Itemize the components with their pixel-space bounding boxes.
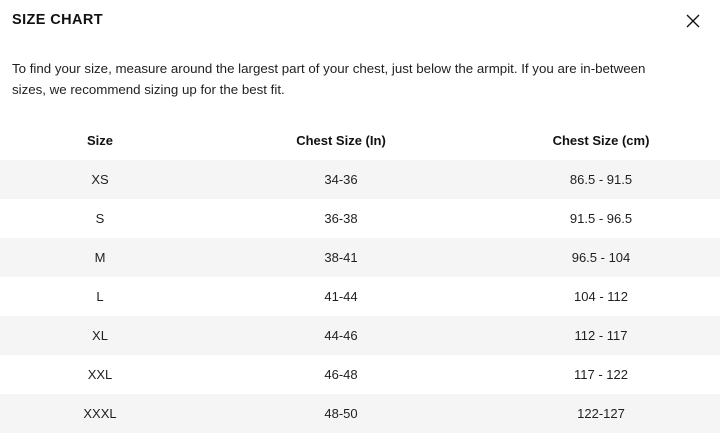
table-row [0,160,720,199]
table-row [0,238,720,277]
table-row [0,199,720,238]
column-header-size: Size [0,123,200,160]
cell-size: S [0,199,200,238]
cell-chest-cm: 86.5 - 91.5 [482,160,720,199]
table-head [0,123,720,160]
table-header-row [0,123,720,160]
cell-chest-in: 34-36 [200,160,482,199]
table-row [0,316,720,355]
cell-chest-cm: 91.5 - 96.5 [482,199,720,238]
cell-chest-in: 38-41 [200,238,482,277]
intro-text: To find your size, measure around the largest part of your chest, just below the armpit. If you are in-between sizes, we recommend sizing up for the best fit. [12,61,646,97]
close-glyph [686,14,700,28]
cell-size: L [0,277,200,316]
cell-chest-cm: 104 - 112 [482,277,720,316]
table-row [0,394,720,433]
table-row [0,277,720,316]
cell-chest-in: 48-50 [200,394,482,433]
cell-chest-in: 36-38 [200,199,482,238]
cell-chest-in: 46-48 [200,355,482,394]
cell-size: M [0,238,200,277]
size-table-container [0,123,720,433]
cell-size: XXL [0,355,200,394]
cell-chest-cm: 96.5 - 104 [482,238,720,277]
cell-chest-in: 41-44 [200,277,482,316]
close-icon[interactable] [682,10,704,32]
cell-chest-in: 44-46 [200,316,482,355]
column-header-chest-in: Chest Size (In) [200,123,482,160]
cell-chest-cm: 112 - 117 [482,316,720,355]
page-title: SIZE CHART [12,12,103,28]
cell-chest-cm: 117 - 122 [482,355,720,394]
modal-header [0,0,720,32]
cell-size: XL [0,316,200,355]
cell-size: XS [0,160,200,199]
table-body [0,160,720,433]
column-header-chest-cm: Chest Size (cm) [482,123,720,160]
table-row [0,355,720,394]
cell-chest-cm: 122-127 [482,394,720,433]
cell-size: XXXL [0,394,200,433]
size-table [0,123,720,433]
